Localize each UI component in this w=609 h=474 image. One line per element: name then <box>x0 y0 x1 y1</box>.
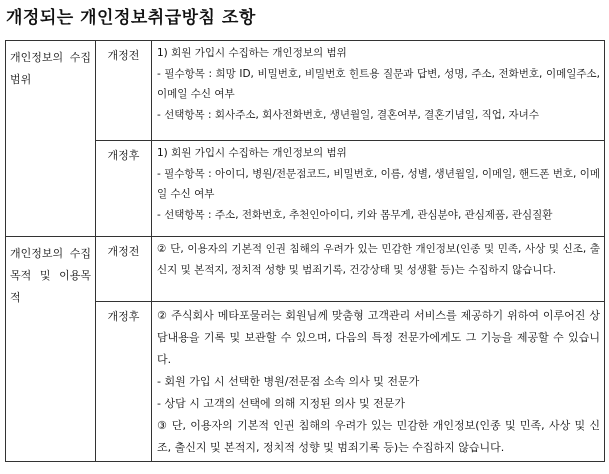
table-row <box>6 141 605 237</box>
table-row <box>6 41 605 141</box>
category-cell <box>6 41 96 237</box>
content-line: ② 주식회사 메타포물러는 회원님께 맞춤형 고객관리 서비스를 제공하기 위하여 이루어진 상담내용을 기록 및 보관할 수 있으며, 다음의 특정 전문가에게도 그 기능을 제공할 수 있습니다. <box>157 309 600 366</box>
stage-cell: 개정후 <box>96 302 152 462</box>
stage-cell: 개정전 <box>96 237 152 302</box>
content-line: - 선택항목 : 주소, 전화번호, 추천인아이디, 키와 몸무게, 관심분야, 관심제품, 관심질환 <box>157 208 553 221</box>
content-line: - 필수항목 : 희망 ID, 비밀번호, 비밀번호 힌트용 질문과 답변, 성명, 주소, 전화번호, 이메일주소, 이메일 수신 여부 <box>157 67 600 100</box>
content-line: - 필수항목 : 아이디, 병원/전문점코드, 비밀번호, 이름, 성별, 생년월일, 이메일, 핸드폰 번호, 이메일 수신 여부 <box>157 167 600 200</box>
content-line: - 선택항목 : 회사주소, 회사전화번호, 생년월일, 결혼여부, 결혼기념일, 직업, 자녀수 <box>157 108 539 121</box>
content-cell <box>152 237 605 302</box>
content-cell <box>152 41 605 141</box>
category-label: 개인정보의 수집목적 및 이용목적 <box>10 247 91 304</box>
table-row <box>6 302 605 462</box>
category-label: 개인정보의 수집범위 <box>10 51 91 86</box>
content-line: ③ 단, 이용자의 기본적 인권 침해의 우려가 있는 민감한 개인정보(인종 및 민족, 사상 및 신조, 출신지 및 본적지, 정치적 성향 및 범죄기록 등)는 수집하지 않습니다. <box>157 419 600 454</box>
category-cell <box>6 237 96 462</box>
stage-cell: 개정전 <box>96 41 152 141</box>
content-line: - 회원 가입 시 선택한 병원/전문점 소속 의사 및 전문가 <box>157 375 420 388</box>
content-line: - 상담 시 고객의 선택에 의해 지정된 의사 및 전문가 <box>157 397 405 410</box>
policy-change-table <box>5 40 605 462</box>
content-line: 1) 회원 가입시 수집하는 개인정보의 범위 <box>157 47 347 59</box>
content-line: ② 단, 이용자의 기본적 인권 침해의 우려가 있는 민감한 개인정보(인종 및 민족, 사상 및 신조, 출신지 및 본적지, 정치적 성향 및 범죄기록, 건강상태 및 성생활 등)는 수집하지 않습니다. <box>157 243 600 276</box>
content-cell <box>152 141 605 237</box>
table-row <box>6 237 605 302</box>
stage-cell: 개정후 <box>96 141 152 237</box>
document-title: 개정되는 개인정보취급방침 조항 <box>6 8 256 28</box>
content-line: 1) 회원 가입시 수집하는 개인정보의 범위 <box>157 147 347 159</box>
content-cell <box>152 302 605 462</box>
